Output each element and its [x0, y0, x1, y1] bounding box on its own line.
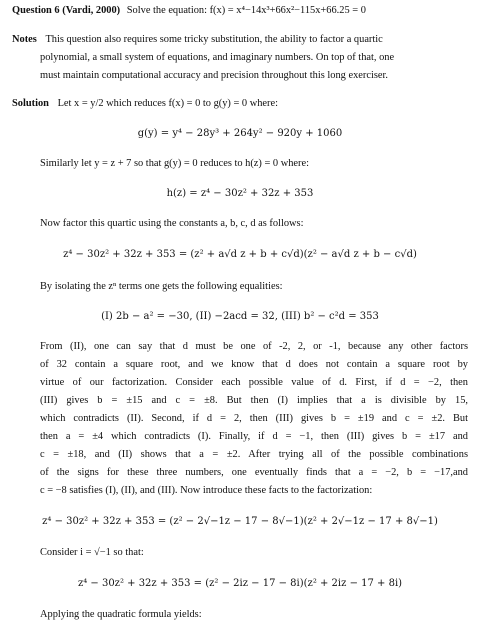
notes-line-1: [12, 35, 383, 45]
paragraph-line-5: which contradicts (II). Second, if d = 2, then (III) gives b = ±19 and c = ±2. But: [40, 413, 468, 424]
notes-label: Notes: [12, 34, 37, 45]
solution-label: Solution: [12, 98, 49, 109]
paragraph-line-3: virtue of our factorization. Consider each possible value of d. First, if d = −2, then: [40, 377, 468, 388]
paragraph-line-6: then a = ±4 which contradicts (I). Finally, if d = −1, then (III) gives b = ±17 and: [40, 431, 468, 442]
similar-text: Similarly let y = z + 7 so that g(y) = 0 reduces to h(z) = 0 where:: [40, 158, 309, 169]
paragraph-line-4: (III) gives b = ±15 and c = ±8. But then (I) implies that a is divisible by 15,: [40, 395, 468, 406]
equalities-equation: (I) 2b − a² = −30, (II) −2acd = 32, (III) b² − c²d = 353: [101, 311, 379, 322]
applying-text: Applying the quadratic formula yields:: [40, 609, 202, 620]
question-line: [12, 6, 366, 16]
equation-factorization: z⁴ − 30z² + 32z + 353 = (z² + a√d z + b + c√d)(z² − a√d z + b − c√d): [63, 249, 417, 260]
paragraph-line-9: c = −8 satisfies (I), (II), and (III). Now introduce these facts to the factorization:: [40, 485, 373, 496]
paragraph-line-1: From (II), one can say that d must be one of -2, 2, or -1, because any other factors: [40, 341, 468, 352]
paragraph-line-7: c = ±18, and (II) shows that a = ±2. After trying all of the possible combinations: [40, 449, 468, 460]
equation-g: g(y) = y⁴ − 28y³ + 264y² − 920y + 1060: [137, 128, 343, 139]
isolating-text: By isolating the zⁿ terms one gets the following equalities:: [40, 281, 283, 292]
consider-text: Consider i = √−1 so that:: [40, 547, 144, 558]
solution-intro: Let x = y/2 which reduces f(x) = 0 to g(y) = 0 where:: [57, 98, 278, 109]
solution-line: [12, 99, 278, 109]
notes-text-3: must maintain computational accuracy and precision throughout this long exerciser.: [40, 70, 388, 81]
paragraph-line-2: of 32 contain a square root, and we know that d does not contain a square root by: [40, 359, 468, 370]
paragraph-line-8: of the signs for these three numbers, one eventually finds that a = −2, b = −17,and: [40, 467, 468, 478]
question-text: Solve the equation: f(x) = x⁴−14x³+66x²−115x+66.25 = 0: [126, 5, 366, 16]
notes-text-1: This question also requires some tricky substitution, the ability to factor a quartic: [45, 34, 383, 45]
equation-factorization-3: z⁴ − 30z² + 32z + 353 = (z² − 2iz − 17 − 8i)(z² + 2iz − 17 + 8i): [77, 578, 403, 589]
equation-h: h(z) = z⁴ − 30z² + 32z + 353: [166, 188, 314, 199]
equation-factorization-2: z⁴ − 30z² + 32z + 353 = (z² − 2√−1z − 17 − 8√−1)(z² + 2√−1z − 17 + 8√−1): [42, 516, 438, 527]
question-label: Question 6 (Vardi, 2000): [12, 5, 121, 16]
notes-text-2: polynomial, a small system of equations, and imaginary numbers. On top of that, one: [40, 52, 395, 63]
factor-intro-text: Now factor this quartic using the constants a, b, c, d as follows:: [40, 218, 304, 229]
